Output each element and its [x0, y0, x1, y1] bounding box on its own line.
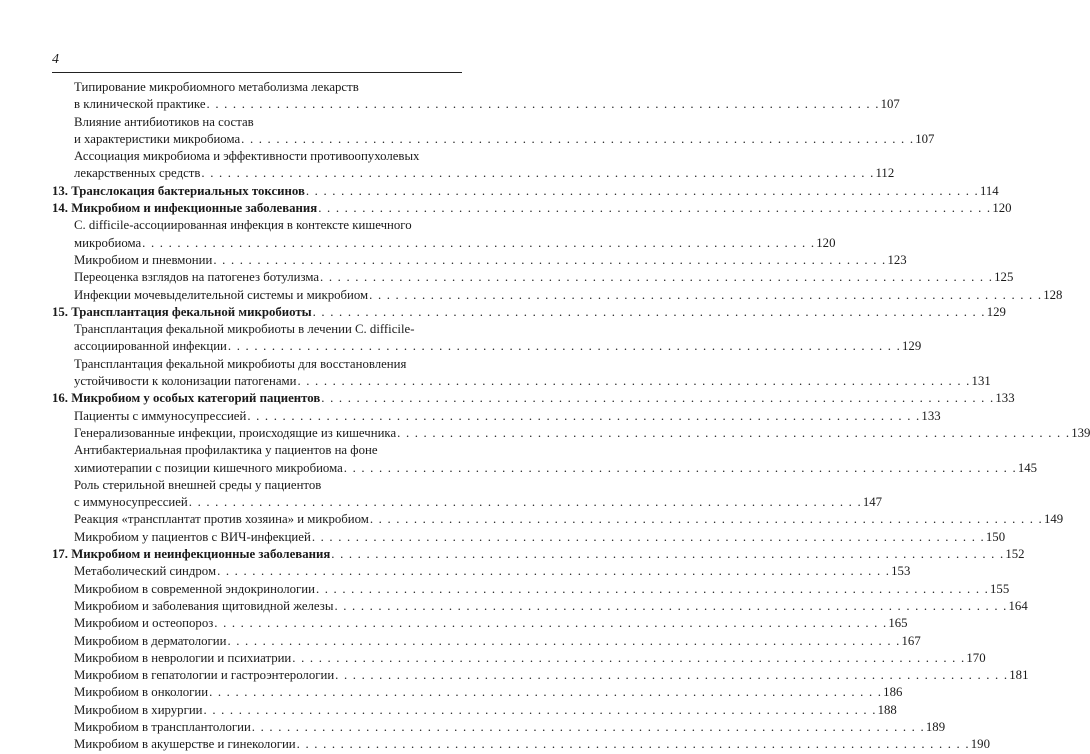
toc-entry-line — [52, 114, 462, 131]
dot-leader: . . . . . . . . . . . . . . . . . . . . . . . . . . . . . . . . . . . . . . . . . . . . . . . . . . . . . . . . . . . . . . . . . . . . . . . . . . . . . — [311, 529, 985, 544]
toc-chapter-entry[interactable] — [52, 183, 999, 200]
toc-entry-title: Микробиом в трансплантологии — [74, 719, 251, 734]
toc-section-entry[interactable] — [52, 581, 1010, 598]
toc-page-number: 170 — [966, 650, 986, 665]
toc-page-number: 145 — [1017, 460, 1038, 475]
toc-section-entry[interactable] — [52, 511, 1064, 528]
dot-leader: . . . . . . . . . . . . . . . . . . . . . . . . . . . . . . . . . . . . . . . . . . . . . . . . . . . . . . . . . . . . . . . . . . . . . . . . . . . . . — [251, 719, 925, 734]
toc-entry-line — [52, 442, 462, 459]
toc-entry-line — [52, 511, 1064, 528]
toc-entry-title: в клинической практике — [74, 97, 206, 112]
dot-leader: . . . . . . . . . . . . . . . . . . . . . . . . . . . . . . . . . . . . . . . . . . . . . . . . . . . . . . . . . . . . . . . . . . . . . . . . . . . . . — [292, 650, 966, 665]
dot-leader: . . . . . . . . . . . . . . . . . . . . . . . . . . . . . . . . . . . . . . . . . . . . . . . . . . . . . . . . . . . . . . . . . . . . . . . . . . . . . — [335, 668, 1009, 683]
toc-section-entry[interactable] — [52, 529, 1006, 546]
toc-section-entry[interactable] — [52, 598, 1028, 615]
toc-section-entry[interactable] — [52, 252, 907, 269]
dot-leader: . . . . . . . . . . . . . . . . . . . . . . . . . . . . . . . . . . . . . . . . . . . . . . . . . . . . . . . . . . . . . . . . . . . . . . . . . . . . . — [305, 183, 979, 198]
toc-entry-title: 17. Микробиом и неинфекционные заболевания — [52, 547, 331, 562]
toc-page-number: 147 — [862, 495, 883, 510]
toc-page-number: 189 — [925, 719, 946, 734]
toc-entry-line — [52, 684, 903, 701]
toc-entry-line — [52, 338, 922, 355]
toc-entry-line — [52, 650, 986, 667]
toc-entry-line — [52, 581, 1010, 598]
toc-page-number: 188 — [877, 702, 897, 717]
toc-entry-title: устойчивости к колонизации патогенами — [74, 374, 297, 389]
toc-page-number: 125 — [994, 270, 1014, 285]
toc-section-entry[interactable] — [52, 650, 986, 667]
toc-entry-title: Микробиом в современной эндокринологии — [74, 581, 315, 596]
toc-entry-title: Микробиом и заболевания щитовидной железы — [74, 598, 334, 613]
toc-entry-line — [52, 200, 1012, 217]
toc-entry-title: Переоценка взглядов на патогенез ботулизма — [74, 270, 320, 285]
toc-entry-title: Микробиом в неврологии и психиатрии — [74, 650, 292, 665]
dot-leader: . . . . . . . . . . . . . . . . . . . . . . . . . . . . . . . . . . . . . . . . . . . . . . . . . . . . . . . . . . . . . . . . . . . . . . . . . . . . . — [369, 512, 1043, 527]
dot-leader: . . . . . . . . . . . . . . . . . . . . . . . . . . . . . . . . . . . . . . . . . . . . . . . . . . . . . . . . . . . . . . . . . . . . . . . . . . . . . — [343, 460, 1017, 475]
toc-entry-line — [52, 79, 462, 96]
toc-entry-line — [52, 304, 1006, 321]
toc-entry-line — [52, 183, 999, 200]
toc-entry-title: Реакция «трансплантат против хозяина» и микробиом — [74, 512, 369, 527]
toc-page-number: 123 — [887, 252, 907, 267]
dot-leader: . . . . . . . . . . . . . . . . . . . . . . . . . . . . . . . . . . . . . . . . . . . . . . . . . . . . . . . . . . . . . . . . . . . . . . . . . . . . . — [142, 235, 816, 250]
toc-entry-line — [52, 546, 1025, 563]
dot-leader: . . . . . . . . . . . . . . . . . . . . . . . . . . . . . . . . . . . . . . . . . . . . . . . . . . . . . . . . . . . . . . . . . . . . . . . . . . . . . — [397, 425, 1071, 440]
dot-leader: . . . . . . . . . . . . . . . . . . . . . . . . . . . . . . . . . . . . . . . . . . . . . . . . . . . . . . . . . . . . . . . . . . . . . . . . . . . . . — [203, 702, 877, 717]
toc-entry-title: Трансплантация фекальной микробиоты для восстановления — [74, 356, 407, 371]
toc-chapter-entry[interactable] — [52, 200, 1012, 217]
toc-section-entry[interactable] — [52, 667, 1029, 684]
toc-entry-line — [52, 477, 462, 494]
toc-page-number: 131 — [971, 374, 991, 389]
toc-entry-line — [52, 529, 1006, 546]
toc-entry-title: 13. Транслокация бактериальных токсинов — [52, 183, 305, 198]
toc-entry-line — [52, 287, 1063, 304]
toc-section-entry[interactable] — [52, 114, 935, 149]
toc-section-entry[interactable] — [52, 408, 941, 425]
dot-leader: . . . . . . . . . . . . . . . . . . . . . . . . . . . . . . . . . . . . . . . . . . . . . . . . . . . . . . . . . . . . . . . . . . . . . . . . . . . . . — [227, 339, 902, 354]
toc-entry-title: Антибактериальная профилактика у пациентов на фоне — [74, 443, 378, 458]
toc-entry-title: Микробиом в гепатологии и гастроэнтерологии — [74, 668, 335, 683]
toc-section-entry[interactable] — [52, 633, 921, 650]
toc-page-number: 153 — [891, 564, 911, 579]
toc-entry-line — [52, 252, 907, 269]
dot-leader: . . . . . . . . . . . . . . . . . . . . . . . . . . . . . . . . . . . . . . . . . . . . . . . . . . . . . . . . . . . . . . . . . . . . . . . . . . . . . — [213, 252, 887, 267]
toc-entry-line — [52, 235, 836, 252]
toc-entry-title: 15. Трансплантация фекальной микробиоты — [52, 304, 312, 319]
toc-section-entry[interactable] — [52, 736, 990, 753]
dot-leader: . . . . . . . . . . . . . . . . . . . . . . . . . . . . . . . . . . . . . . . . . . . . . . . . . . . . . . . . . . . . . . . . . . . . . . . . . . . . . — [334, 598, 1008, 613]
table-of-contents — [52, 79, 1090, 754]
toc-entry-line — [52, 719, 946, 736]
dot-leader: . . . . . . . . . . . . . . . . . . . . . . . . . . . . . . . . . . . . . . . . . . . . . . . . . . . . . . . . . . . . . . . . . . . . . . . . . . . . . — [297, 374, 971, 389]
dot-leader: . . . . . . . . . . . . . . . . . . . . . . . . . . . . . . . . . . . . . . . . . . . . . . . . . . . . . . . . . . . . . . . . . . . . . . . . . . . . . — [369, 287, 1043, 302]
toc-entry-line — [52, 408, 941, 425]
toc-page-number: 133 — [921, 408, 941, 423]
toc-page-number: 133 — [995, 391, 1015, 406]
toc-page-number: 165 — [888, 616, 908, 631]
dot-leader: . . . . . . . . . . . . . . . . . . . . . . . . . . . . . . . . . . . . . . . . . . . . . . . . . . . . . . . . . . . . . . . . . . . . . . . . . . . . . — [201, 166, 875, 181]
toc-section-entry[interactable] — [52, 684, 903, 701]
toc-section-entry[interactable] — [52, 477, 883, 512]
dot-leader: . . . . . . . . . . . . . . . . . . . . . . . . . . . . . . . . . . . . . . . . . . . . . . . . . . . . . . . . . . . . . . . . . . . . . . . . . . . . . — [241, 131, 915, 146]
toc-entry-title: Микробиом и остеопороз — [74, 616, 214, 631]
header-rule — [52, 72, 462, 73]
toc-entry-title: 16. Микробиом у особых категорий пациентов — [52, 391, 321, 406]
toc-entry-line — [52, 667, 1029, 684]
toc-entry-line — [52, 148, 462, 165]
toc-entry-title: Влияние антибиотиков на состав — [74, 114, 254, 129]
toc-section-entry[interactable] — [52, 563, 911, 580]
dot-leader: . . . . . . . . . . . . . . . . . . . . . . . . . . . . . . . . . . . . . . . . . . . . . . . . . . . . . . . . . . . . . . . . . . . . . . . . . . . . . — [206, 97, 880, 112]
toc-entry-title: Метаболический синдром — [74, 564, 217, 579]
toc-entry-line — [52, 702, 897, 719]
dot-leader: . . . . . . . . . . . . . . . . . . . . . . . . . . . . . . . . . . . . . . . . . . . . . . . . . . . . . . . . . . . . . . . . . . . . . . . . . . . . . — [209, 685, 883, 700]
toc-entry-title: Инфекции мочевыделительной системы и микробиом — [74, 287, 369, 302]
toc-section-entry[interactable] — [52, 79, 900, 114]
toc-entry-title: ассоциированной инфекции — [74, 339, 227, 354]
toc-entry-title: Роль стерильной внешней среды у пациентов — [74, 477, 322, 492]
toc-page-number: 181 — [1009, 668, 1029, 683]
dot-leader: . . . . . . . . . . . . . . . . . . . . . . . . . . . . . . . . . . . . . . . . . . . . . . . . . . . . . . . . . . . . . . . . . . . . . . . . . . . . . — [247, 408, 921, 423]
toc-entry-line — [52, 736, 990, 753]
dot-leader: . . . . . . . . . . . . . . . . . . . . . . . . . . . . . . . . . . . . . . . . . . . . . . . . . . . . . . . . . . . . . . . . . . . . . . . . . . . . . — [318, 201, 992, 216]
toc-entry-title: Типирование микробиомного метаболизма лекарств — [74, 80, 359, 94]
toc-page-number: 164 — [1008, 598, 1028, 613]
toc-entry-line — [52, 269, 1014, 286]
toc-entry-title: Микробиом у пациентов с ВИЧ-инфекцией — [74, 529, 311, 544]
toc-page-number: 114 — [979, 183, 999, 198]
toc-entry-title: химиотерапии с позиции кишечного микробиома — [74, 460, 343, 475]
toc-entry-title: с иммуносупрессией — [74, 495, 188, 510]
toc-entry-title: Микробиом в дерматологии — [74, 633, 227, 648]
toc-section-entry[interactable] — [52, 148, 895, 183]
toc-entry-line — [52, 390, 1015, 407]
toc-entry-line — [52, 321, 462, 338]
toc-entry-title: и характеристики микробиома — [74, 131, 241, 146]
toc-page-number: 129 — [902, 339, 922, 354]
toc-entry-line — [52, 165, 895, 182]
toc-entry-line — [52, 598, 1028, 615]
dot-leader: . . . . . . . . . . . . . . . . . . . . . . . . . . . . . . . . . . . . . . . . . . . . . . . . . . . . . . . . . . . . . . . . . . . . . . . . . . . . . — [331, 547, 1005, 562]
toc-entry-line — [52, 96, 900, 113]
toc-page-number: 167 — [901, 633, 921, 648]
toc-page-number: 139 — [1071, 425, 1090, 440]
toc-section-entry[interactable] — [52, 287, 1063, 304]
toc-section-entry[interactable] — [52, 442, 1038, 477]
dot-leader: . . . . . . . . . . . . . . . . . . . . . . . . . . . . . . . . . . . . . . . . . . . . . . . . . . . . . . . . . . . . . . . . . . . . . . . . . . . . . — [321, 391, 995, 406]
toc-entry-title: микробиома — [74, 235, 142, 250]
toc-entry-line — [52, 131, 935, 148]
toc-entry-title: C. difficile-ассоциированная инфекция в контексте кишечного — [74, 218, 412, 233]
toc-section-entry[interactable] — [52, 217, 836, 252]
toc-section-entry[interactable] — [52, 425, 1090, 442]
toc-page-number: 149 — [1043, 512, 1064, 527]
toc-entry-line — [52, 356, 462, 373]
toc-entry-title: Микробиом в онкологии — [74, 685, 209, 700]
toc-entry-line — [52, 615, 908, 632]
dot-leader: . . . . . . . . . . . . . . . . . . . . . . . . . . . . . . . . . . . . . . . . . . . . . . . . . . . . . . . . . . . . . . . . . . . . . . . . . . . . . — [227, 633, 901, 648]
toc-entry-title: лекарственных средств — [74, 166, 201, 181]
toc-section-entry[interactable] — [52, 702, 897, 719]
toc-entry-line — [52, 633, 921, 650]
toc-entry-title: Генерализованные инфекции, происходящие из кишечника — [74, 425, 397, 440]
toc-section-entry[interactable] — [52, 719, 946, 736]
toc-section-entry[interactable] — [52, 321, 922, 356]
toc-entry-line — [52, 425, 1090, 442]
toc-page-number: 120 — [816, 235, 836, 250]
dot-leader: . . . . . . . . . . . . . . . . . . . . . . . . . . . . . . . . . . . . . . . . . . . . . . . . . . . . . . . . . . . . . . . . . . . . . . . . . . . . . — [296, 737, 970, 752]
toc-entry-line — [52, 217, 462, 234]
toc-page-number: 186 — [883, 685, 903, 700]
toc-entry-line — [52, 460, 1038, 477]
toc-page-number: 155 — [990, 581, 1010, 596]
toc-page-number: 152 — [1005, 547, 1025, 562]
toc-page-number: 129 — [986, 304, 1006, 319]
toc-section-entry[interactable] — [52, 269, 1014, 286]
toc-entry-title: Микробиом в хирургии — [74, 702, 203, 717]
toc-entry-title: Ассоциация микробиома и эффективности противоопухолевых — [74, 149, 420, 164]
toc-entry-title: Микробиом и пневмонии — [74, 252, 213, 267]
toc-section-entry[interactable] — [52, 356, 991, 391]
toc-entry-title: Микробиом в акушерстве и гинекологии — [74, 737, 296, 752]
dot-leader: . . . . . . . . . . . . . . . . . . . . . . . . . . . . . . . . . . . . . . . . . . . . . . . . . . . . . . . . . . . . . . . . . . . . . . . . . . . . . — [188, 495, 862, 510]
toc-entry-line — [52, 563, 911, 580]
toc-chapter-entry[interactable] — [52, 304, 1006, 321]
dot-leader: . . . . . . . . . . . . . . . . . . . . . . . . . . . . . . . . . . . . . . . . . . . . . . . . . . . . . . . . . . . . . . . . . . . . . . . . . . . . . — [320, 270, 994, 285]
toc-page-number: 107 — [915, 131, 935, 146]
dot-leader: . . . . . . . . . . . . . . . . . . . . . . . . . . . . . . . . . . . . . . . . . . . . . . . . . . . . . . . . . . . . . . . . . . . . . . . . . . . . . — [312, 304, 986, 319]
toc-page-number: 107 — [880, 97, 900, 112]
dot-leader: . . . . . . . . . . . . . . . . . . . . . . . . . . . . . . . . . . . . . . . . . . . . . . . . . . . . . . . . . . . . . . . . . . . . . . . . . . . . . — [315, 581, 990, 596]
toc-page-number: 150 — [985, 529, 1006, 544]
page-number: 4 — [52, 52, 59, 67]
toc-entry-line — [52, 373, 991, 390]
dot-leader: . . . . . . . . . . . . . . . . . . . . . . . . . . . . . . . . . . . . . . . . . . . . . . . . . . . . . . . . . . . . . . . . . . . . . . . . . . . . . — [217, 564, 891, 579]
toc-page-number: 112 — [875, 166, 895, 181]
toc-chapter-entry[interactable] — [52, 546, 1025, 563]
toc-page-number: 190 — [970, 737, 990, 752]
toc-entry-title: Пациенты с иммуносупрессией — [74, 408, 247, 423]
toc-entry-title: 14. Микробиом и инфекционные заболевания — [52, 201, 318, 216]
toc-chapter-entry[interactable] — [52, 390, 1015, 407]
toc-section-entry[interactable] — [52, 615, 908, 632]
toc-entry-title: Трансплантация фекальной микробиоты в лечении C. difficile- — [74, 322, 415, 337]
toc-entry-line — [52, 494, 883, 511]
toc-page-number: 128 — [1043, 287, 1063, 302]
toc-page-number: 120 — [992, 201, 1012, 216]
dot-leader: . . . . . . . . . . . . . . . . . . . . . . . . . . . . . . . . . . . . . . . . . . . . . . . . . . . . . . . . . . . . . . . . . . . . . . . . . . . . . — [214, 616, 888, 631]
